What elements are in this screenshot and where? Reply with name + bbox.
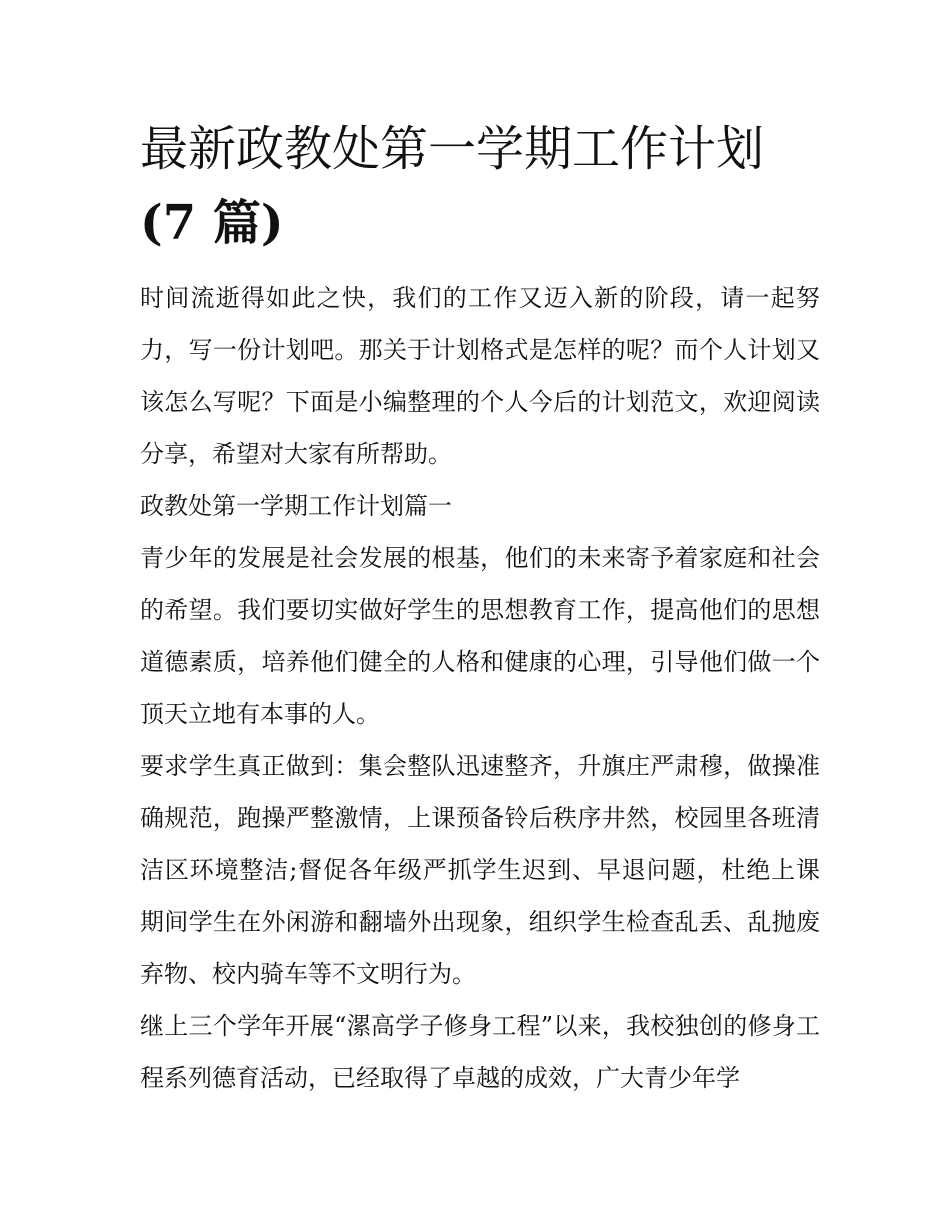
body-paragraph: 要求学生真正做到：集会整队迅速整齐，升旗庄严肃穆，做操准确规范，跑操严整激情，上课预备铃后秩序井然，校园里各班清洁区环境整洁;督促各年级严抓学生迟到、早退问题，杜绝上课期间学生在外闲游和翻墙外出现象，组织学生检查乱丢、乱抛废弃物、校内骑车等不文明行为。 bbox=[140, 752, 820, 988]
body-paragraph: 青少年的发展是社会发展的根基，他们的未来寄予着家庭和社会的希望。我们要切实做好学生的思想教育工作，提高他们的思想道德素质，培养他们健全的人格和健康的心理，引导他们做一个顶天立地有本事的人。 bbox=[140, 544, 820, 728]
document-title bbox=[140, 112, 820, 260]
body-paragraph: 继上三个学年开展“漯高学子修身工程”以来，我校独创的修身工程系列德育活动，已经取得了卓越的成效，广大青少年学 bbox=[140, 1012, 820, 1092]
section-heading: 政教处第一学期工作计划篇一 bbox=[140, 492, 452, 520]
title-line-1: 最新政教处第一学期工作计划 bbox=[140, 121, 765, 177]
title-line-2: (7 篇) bbox=[140, 195, 284, 251]
intro-paragraph: 时间流逝得如此之快，我们的工作又迈入新的阶段，请一起努力，写一份计划吧。那关于计划格式是怎样的呢？而个人计划又该怎么写呢？下面是小编整理的个人今后的计划范文，欢迎阅读分享，希望对大家有所帮助。 bbox=[140, 284, 820, 468]
document-title-block bbox=[140, 112, 820, 260]
document-body bbox=[140, 112, 820, 1104]
